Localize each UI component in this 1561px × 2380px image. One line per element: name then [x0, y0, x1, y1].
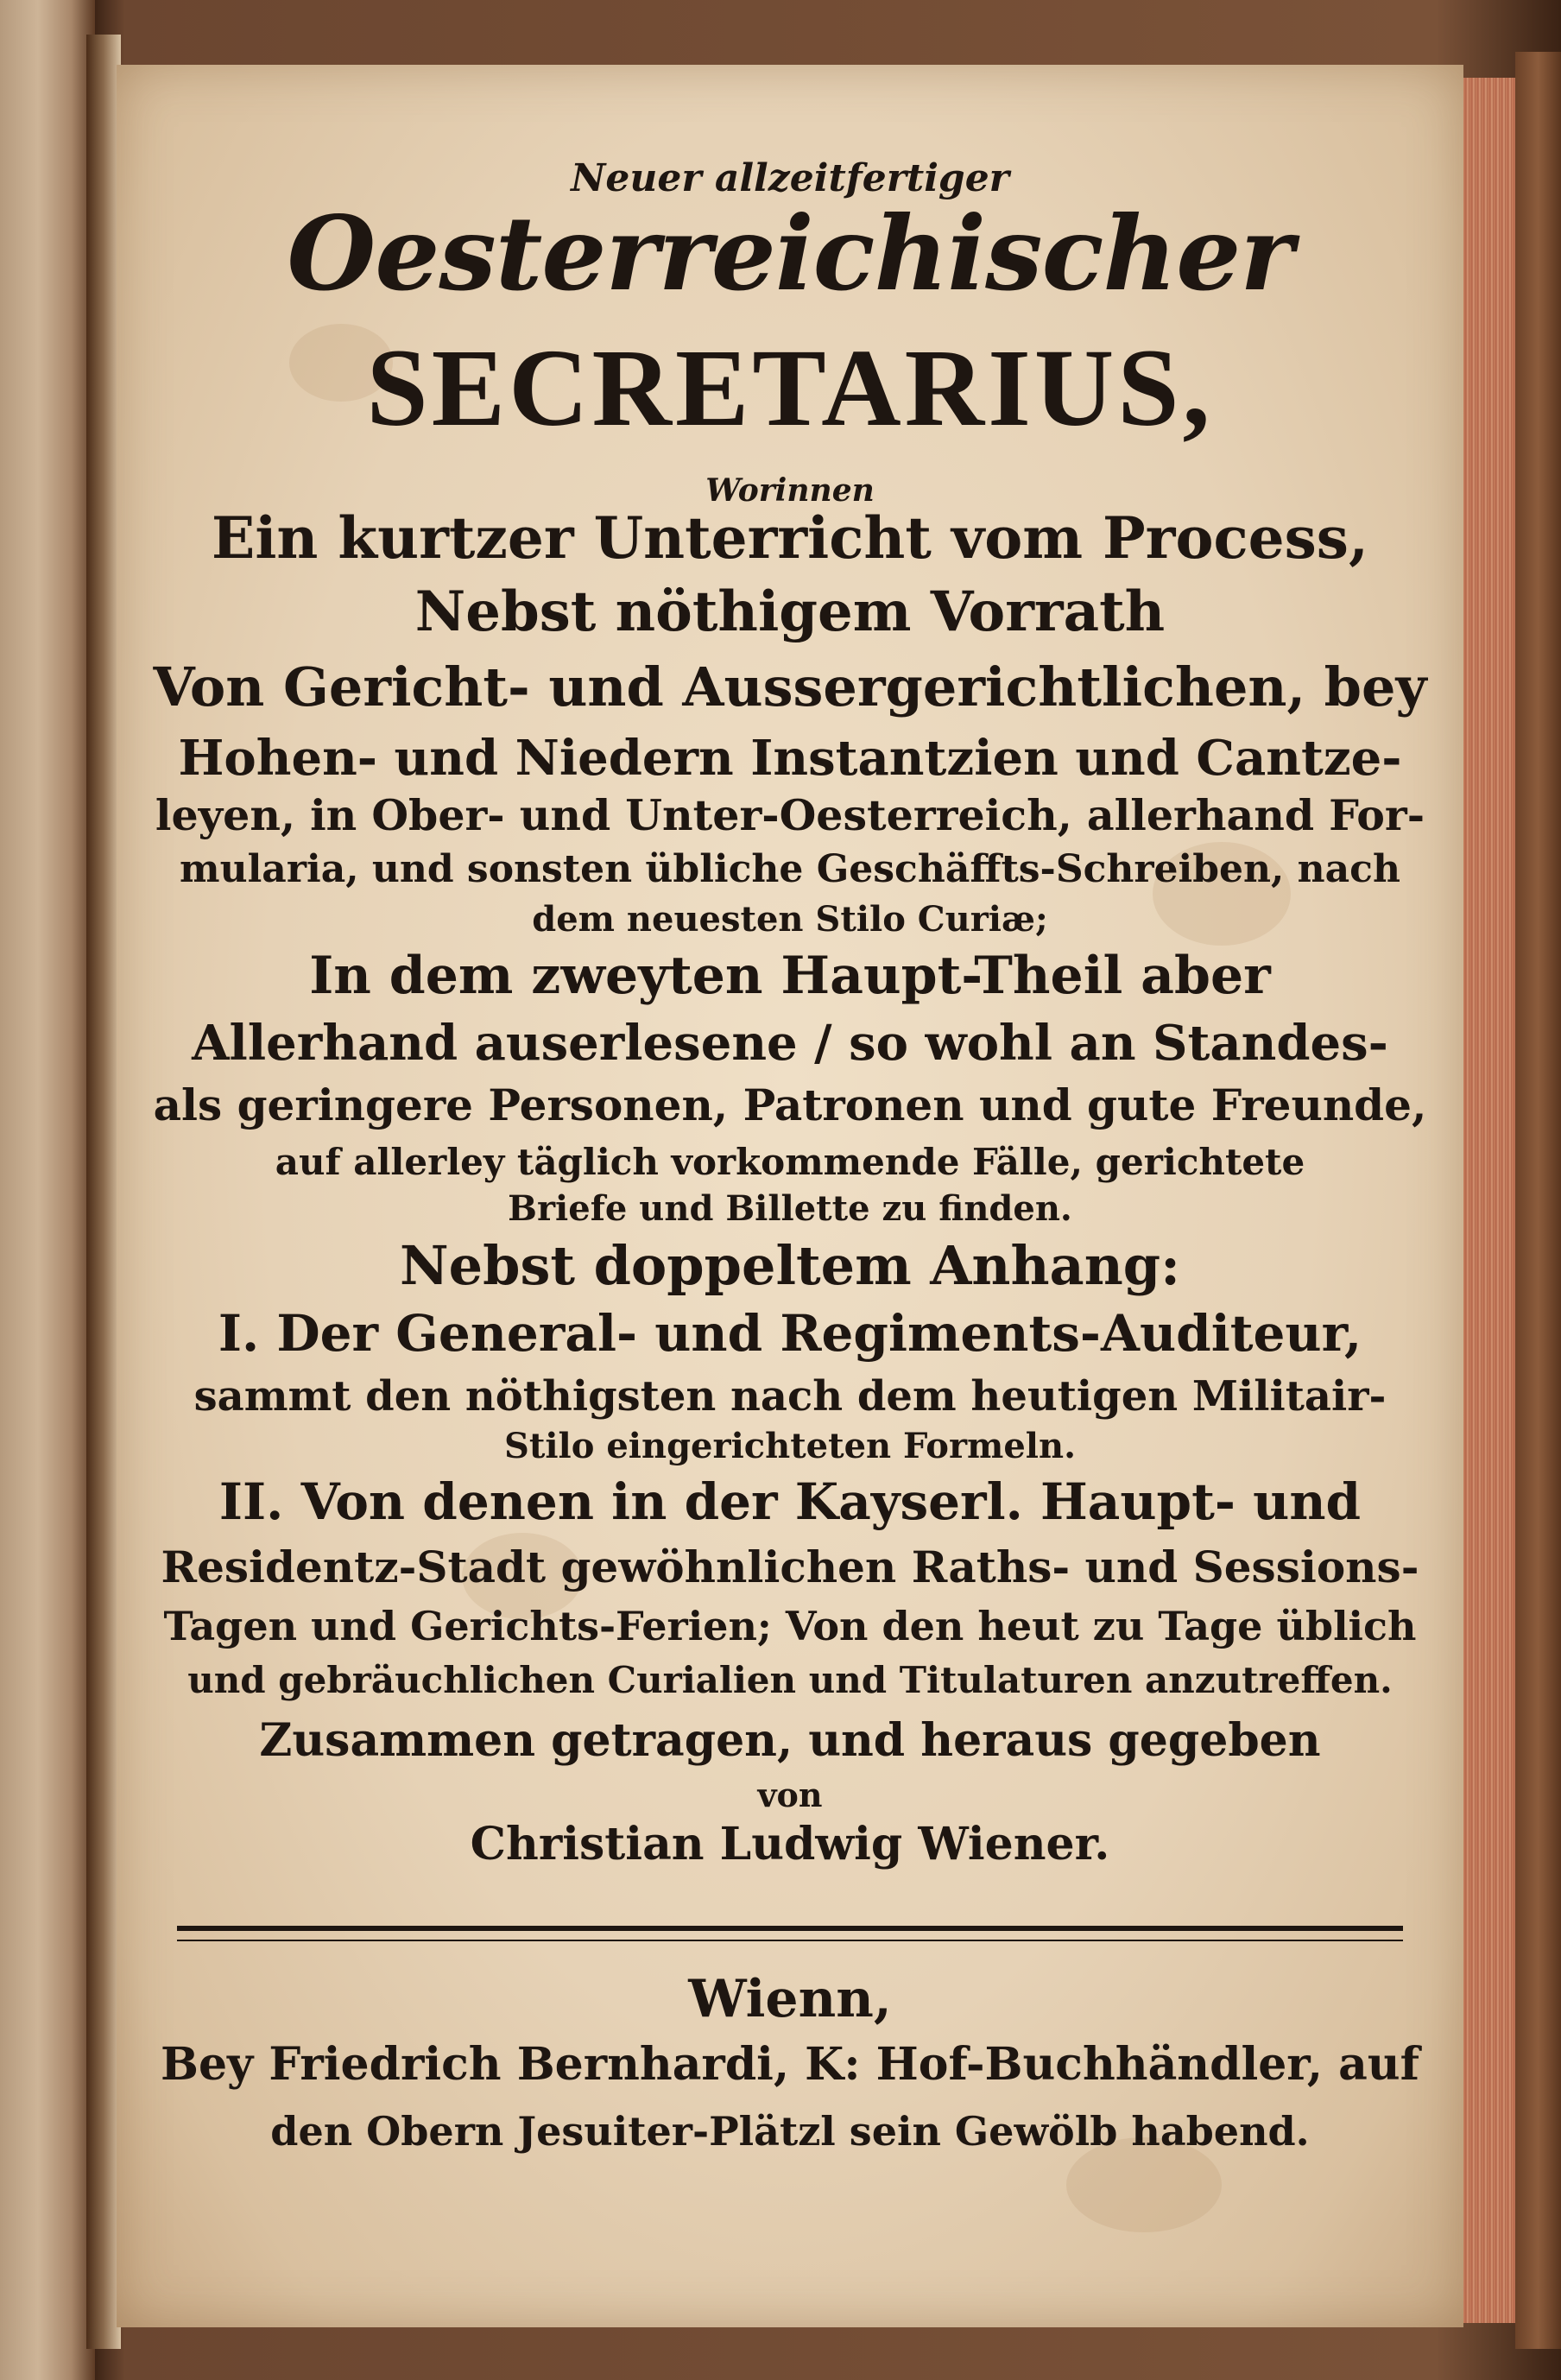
- title-line-nebst: Nebst nöthigem Vorrath: [414, 579, 1166, 644]
- page-edges-red: [1463, 78, 1515, 2323]
- title-line-hohen: Hohen- und Niedern Instantzien und Cantze-: [178, 730, 1402, 787]
- imprint-publisher: Bey Friedrich Bernhardi, K: Hof-Buchhändler, auf: [161, 2038, 1419, 2091]
- book-gutter: [86, 35, 121, 2349]
- title-line-anhang: Nebst doppeltem Anhang:: [399, 1234, 1181, 1297]
- title-line-als: als geringere Personen, Patronen und gute Freunde,: [153, 1079, 1427, 1130]
- title-line-leyen: leyen, in Ober- und Unter-Oesterreich, allerhand For-: [155, 790, 1425, 840]
- double-rule-divider: [177, 1926, 1403, 1941]
- title-line-stilo: Stilo eingerichteten Formeln.: [503, 1426, 1076, 1466]
- title-line-residentz: Residentz-Stadt gewöhnlichen Raths- und Sessions-: [161, 1541, 1419, 1592]
- title-line-ein: Ein kurtzer Unterricht vom Process,: [212, 504, 1368, 572]
- title-line-tagen: Tagen und Gerichts-Ferien; Von den heut zu Tage üblich: [163, 1603, 1417, 1649]
- title-line-von: von: [757, 1776, 823, 1814]
- title-line-oesterreichischer: Oesterreichischer: [287, 193, 1293, 313]
- title-line-allerhand: Allerhand auserlesene / so wohl an Standes-: [192, 1015, 1388, 1072]
- title-line-mularia: mularia, und sonsten übliche Geschäffts-Schreiben, nach: [180, 847, 1400, 891]
- title-line-zusammen: Zusammen getragen, und heraus gegeben: [259, 1714, 1321, 1767]
- imprint-address: den Obern Jesuiter-Plätzl sein Gewölb habend.: [270, 2108, 1310, 2155]
- author-name: Christian Ludwig Wiener.: [470, 1818, 1110, 1870]
- title-line-kayserl: II. Von denen in der Kayserl. Haupt- und: [218, 1472, 1362, 1531]
- title-line-briefe: Briefe und Billette zu finden.: [508, 1188, 1072, 1229]
- left-page-edge: [0, 0, 95, 2380]
- title-page-text: [117, 65, 1463, 2327]
- title-line-dem: dem neuesten Stilo Curiæ;: [532, 899, 1048, 940]
- title-line-sammt: sammt den nöthigsten nach dem heutigen Militair-: [193, 1372, 1387, 1421]
- title-line-secretarius: SECRETARIUS,: [366, 326, 1214, 449]
- title-line-worinnen: Worinnen: [705, 472, 875, 509]
- title-line-von-gericht: Von Gericht- und Aussergerichtlichen, bey: [153, 655, 1427, 718]
- imprint-place: Wienn,: [688, 1969, 892, 2029]
- title-line-general: I. Der General- und Regiments-Auditeur,: [218, 1304, 1362, 1363]
- title-line-auf: auf allerley täglich vorkommende Fälle, gerichtete: [275, 1141, 1305, 1183]
- leather-cover: [1515, 52, 1561, 2349]
- title-line-neuer: Neuer allzeitfertiger: [571, 156, 1009, 200]
- title-line-zweyten: In dem zweyten Haupt-Theil aber: [309, 946, 1271, 1006]
- title-line-gebraeuchlichen: und gebräuchlichen Curialien und Titulaturen anzutreffen.: [187, 1659, 1393, 1701]
